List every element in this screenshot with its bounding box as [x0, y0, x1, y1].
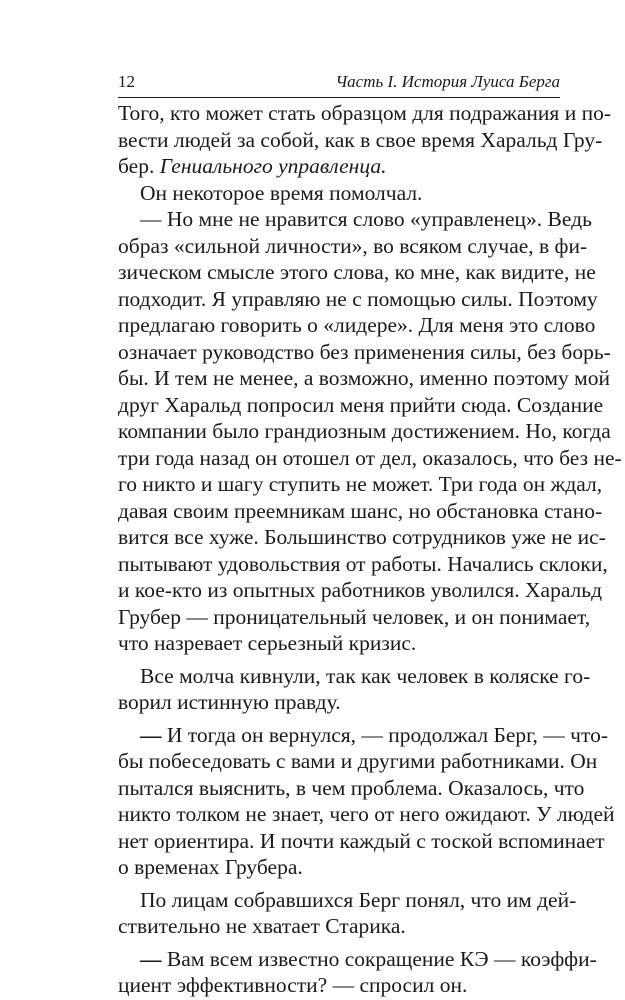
text-line: что назревает серьезный кризис. [118, 631, 417, 655]
text-line: бы. И тем не менее, а возможно, именно поэтому мой [118, 366, 610, 390]
section-title: Часть I. История Луиса Берга [335, 72, 560, 91]
emphasis-text: Гениального управленца. [159, 154, 387, 178]
body-text [118, 100, 622, 999]
text-line: друг Харальд попросил меня прийти сюда. Создание [118, 392, 604, 417]
text-line: никто толком не знает, чего от него ожидают. У людей [118, 802, 615, 826]
text-line: По лицам собравшихся Берг понял, что им дей- [140, 887, 577, 912]
text-line: Все молча кивнули, так как человек в коляске го- [140, 663, 591, 688]
text-line: предлагаю говорить о «лидере». Для меня это слово [118, 313, 596, 337]
text-line [118, 946, 597, 973]
text-line: три года назад он отошел от дел, оказалось, что без не- [118, 445, 622, 470]
text-line: подходит. Я управляю не с помощью силы. Поэтому [118, 286, 598, 311]
text-line: го никто и шагу ступить не может. Три года он ждал, [118, 472, 603, 496]
text-line: образ «сильной личности», во всяком случае, в фи- [118, 233, 588, 258]
text-line-part: вести людей за собой, как в свое время Харальд Гру- [118, 127, 603, 152]
header-rule [118, 97, 560, 98]
text-line: ворил истинную правду. [118, 690, 341, 714]
text-line: вится все хуже. Большинство сотрудников уже не ис- [118, 525, 606, 549]
text-line: ствительно не хватает Старика. [118, 914, 406, 938]
text-line [118, 722, 608, 749]
dialogue-dash: — [140, 946, 162, 971]
page-number: 12 [118, 72, 135, 91]
text-line: бы побеседовать с вами и другими работниками. Он [118, 749, 598, 773]
dialogue-dash: — [140, 722, 162, 747]
text-line: Он некоторое время помолчал. [140, 180, 423, 205]
text-line: компании было грандиозным достижением. Но, когда [118, 419, 611, 443]
text-line: пытывают удовольствия от работы. Начались склоки, [118, 551, 608, 576]
text-line: нет ориентира. И почти каждый с тоской вспоминает [118, 828, 605, 853]
text-line-part: бер. [118, 154, 155, 178]
text-line: Грубер — проницательный человек, и он понимает, [118, 604, 591, 629]
text-line: о временах Грубера. [118, 855, 303, 879]
text-line: циент эффективности? — спросил он. [118, 973, 468, 997]
text-line: давая своим преемникам шанс, но обстановка стано- [118, 498, 603, 523]
running-head [118, 70, 560, 94]
text-line: зическом смысле этого слова, ко мне, как видите, не [118, 260, 596, 284]
text-line-part: Вам всем известно сокращение КЭ — коэффи- [166, 946, 597, 971]
text-line-part: И тогда он вернулся, — продолжал Берг, — что- [166, 722, 608, 747]
text-line [118, 153, 560, 180]
text-line: и кое-кто из опытных работников уволился. Харальд [118, 578, 603, 602]
text-line: Того, кто может стать образцом для подражания и по- [118, 101, 611, 125]
text-line: пытался выяснить, в чем проблема. Оказалось, что [118, 775, 585, 800]
text-line: означает руководство без применения силы, без борь- [118, 339, 611, 364]
text-line: — Но мне не нравится слово «управленец». Ведь [140, 207, 592, 231]
text-line [118, 127, 603, 154]
